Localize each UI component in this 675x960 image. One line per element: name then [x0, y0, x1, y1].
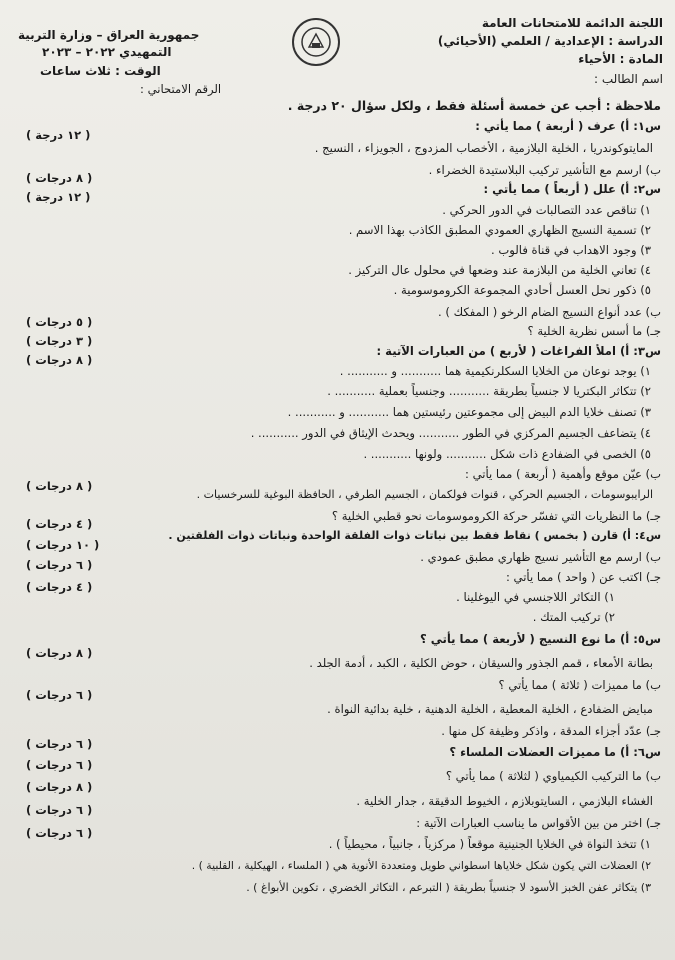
- q6-a: س٦: أ) ما مميزات العضلات الملساء ؟: [449, 745, 661, 759]
- marks-q4-b: ( ٦ درجات ): [26, 558, 93, 572]
- q3-b-items: الرايبوسومات ، الجسيم الحركي ، قنوات فولكمان ، الجسيم الطرفي ، الحافظة البوغية للسرخسيات .: [196, 488, 653, 501]
- marks-q5-c: ( ٦ درجات ): [26, 737, 93, 751]
- q3-a-5: ٥) الخصى في الضفادع ذات شكل ........... ولونها ........... .: [363, 447, 651, 461]
- q2-a-5: ٥) ذكور نحل العسل أحادي المجموعة الكروموسومية .: [393, 283, 651, 297]
- q3-a-3: ٣) تصنف خلايا الدم البيض إلى مجموعتين رئيستين هما ........... و ........... .: [287, 405, 651, 419]
- marks-q6-b: ( ٨ درجات ): [26, 780, 93, 794]
- marks-q1-a: ( ١٢ درجة ): [26, 128, 91, 142]
- q5-b-items: مبايض الضفادع ، الخلية المعطية ، الخلية الدهنية ، خلية بدائية النواة .: [327, 702, 653, 716]
- q1-a: س١: أ) عرف ( أربعة ) مما يأتي :: [475, 119, 661, 133]
- q3-a-4: ٤) يتضاعف الجسيم المركزي في الطور ........... ويحدث الإيثاق في الدور ........... .: [250, 426, 651, 440]
- q2-a-4: ٤) تعاني الخلية من البلازمة عند وضعها في محلول عال التركيز .: [348, 263, 651, 277]
- time-line: الوقت : ثلاث ساعات: [40, 64, 161, 78]
- committee-title: اللجنة الدائمة للامتحانات العامة: [481, 16, 663, 30]
- q5-a: س٥: أ) ما نوع النسيج ( لأربعة ) مما يأتي ؟: [419, 632, 661, 646]
- q4-c-2: ٢) تركيب المتك .: [532, 610, 615, 624]
- marks-q6-a: ( ٦ درجات ): [26, 758, 93, 772]
- q3-a-2: ٢) تتكاثر البكتريا لا جنسياً بطريقة ........... وجنسياً بعملية ........... .: [327, 384, 651, 398]
- q2-a-2: ٢) تسمية النسيج الظهاري العمودي المطبق الكاذب بهذا الاسم .: [348, 223, 651, 237]
- q2-a: س٢: أ) علل ( أربعاً ) مما يأتي :: [483, 182, 661, 196]
- q2-c: جـ) ما أسس نظرية الخلية ؟: [527, 324, 661, 338]
- marks-q3-c: ( ٤ درجات ): [26, 517, 93, 531]
- subject-line: المادة : الأحياء: [578, 52, 663, 66]
- marks-q3-b: ( ٨ درجات ): [26, 479, 93, 493]
- study-line: الدراسة : الإعدادية / العلمي (الأحيائي): [437, 34, 663, 48]
- q2-a-3: ٣) وجود الاهداب في قناة فالوب .: [490, 243, 651, 257]
- q4-c-1: ١) التكاثر اللاجنسي في اليوغلينا .: [456, 590, 615, 604]
- q4-a: س٤: أ) قارن ( بخمس ) نقاط فقط بين نباتات ذوات الفلقة الواحدة ونباتات ذوات الفلقتين .: [168, 529, 661, 542]
- q6-b: ب) ما التركيب الكيمياوي ( لثلاثة ) مما يأتي ؟: [445, 769, 661, 783]
- marks-q3-a: ( ٨ درجات ): [26, 353, 93, 367]
- q1-b: ب) ارسم مع التأشير تركيب البلاستيدة الخضراء .: [428, 163, 661, 177]
- marks-q1-b: ( ٨ درجات ): [26, 171, 93, 185]
- q6-c-1: ١) تتخذ النواة في الخلايا الجنينية موقعاً ( مركزياً ، جانبياً ، محيطياً ) .: [328, 837, 651, 851]
- q2-a-1: ١) تناقص عدد التصالبات في الدور الحركي .: [442, 203, 651, 217]
- marks-q6-c-a: ( ٦ درجات ): [26, 803, 93, 817]
- q5-b: ب) ما مميزات ( ثلاثة ) مما يأتي ؟: [498, 678, 661, 692]
- q3-a-1: ١) يوجد نوعان من الخلايا السكلرنكيمية هما ........... و ........... .: [339, 364, 651, 378]
- q2-b: ب) عدد أنواع النسيج الضام الرخو ( المفكك ) .: [438, 305, 661, 319]
- q1-a-items: المايتوكوندريا ، الخلية البلازمية ، الأخصاب المزدوج ، الجويزاء ، النسيج .: [314, 141, 653, 155]
- marks-q5-a: ( ٨ درجات ): [26, 646, 93, 660]
- q3-b: ب) عيّن موقع وأهمية ( أربعة ) مما يأتي :: [464, 467, 661, 481]
- ministry-seal-icon: [292, 18, 340, 66]
- marks-q2-c: ( ٣ درجات ): [26, 334, 93, 348]
- q5-c: جـ) عدّد أجزاء المدقة ، واذكر وظيفة كل منها .: [441, 724, 661, 738]
- republic-line: جمهورية العراق – وزارة التربية: [18, 28, 200, 42]
- q6-c-3: ٣) يتكاثر عفن الخبز الأسود لا جنسياً بطريقة ( التبرعم ، التكاثر الخضري ، تكوين الأبواغ ) .: [246, 881, 651, 894]
- q4-b: ب) ارسم مع التأشير نسيج ظهاري مطبق عمودي .: [420, 550, 661, 564]
- q6-b-items: الغشاء البلازمي ، السايتوبلازم ، الخيوط الدقيقة ، جدار الخلية .: [356, 794, 653, 808]
- q6-c-2: ٢) العضلات التي يكون شكل خلاياها اسطواني طويل ومتعددة الأنوية هي ( الملساء ، الهيكلية ، القلبية ) .: [191, 859, 651, 872]
- q6-c: جـ) اختر من بين الأقواس ما يناسب العبارات الآتية :: [416, 816, 661, 830]
- marks-q2-b: ( ٥ درجات ): [26, 315, 93, 329]
- q5-a-items: بطانة الأمعاء ، قمم الجذور والسيقان ، حوض الكلية ، الكبد ، أدمة الجلد .: [309, 656, 653, 670]
- marks-q4-c: ( ٤ درجات ): [26, 580, 93, 594]
- exam-note: ملاحظة : أجب عن خمسة أسئلة فقط ، ولكل سؤال ٢٠ درجة .: [287, 98, 661, 113]
- marks-q5-b: ( ٦ درجات ): [26, 688, 93, 702]
- marks-q4-a: ( ١٠ درجات ): [26, 538, 100, 552]
- marks-q2-a: ( ١٢ درجة ): [26, 190, 91, 204]
- year-line: التمهيدي ٢٠٢٢ – ٢٠٢٣: [42, 45, 172, 59]
- student-name-label: اسم الطالب :: [594, 72, 663, 86]
- q4-c: جـ) اكتب عن ( واحد ) مما يأتي :: [505, 570, 661, 584]
- q3-a: س٣: أ) املأ الفراغات ( لأربع ) من العبارات الآتية :: [376, 344, 661, 358]
- q3-c: جـ) ما النظريات التي تفسّر حركة الكروموسومات نحو قطبي الخلية ؟: [331, 509, 661, 523]
- exam-number-label: الرقم الامتحاني :: [140, 82, 222, 96]
- marks-q6-c: ( ٦ درجات ): [26, 826, 93, 840]
